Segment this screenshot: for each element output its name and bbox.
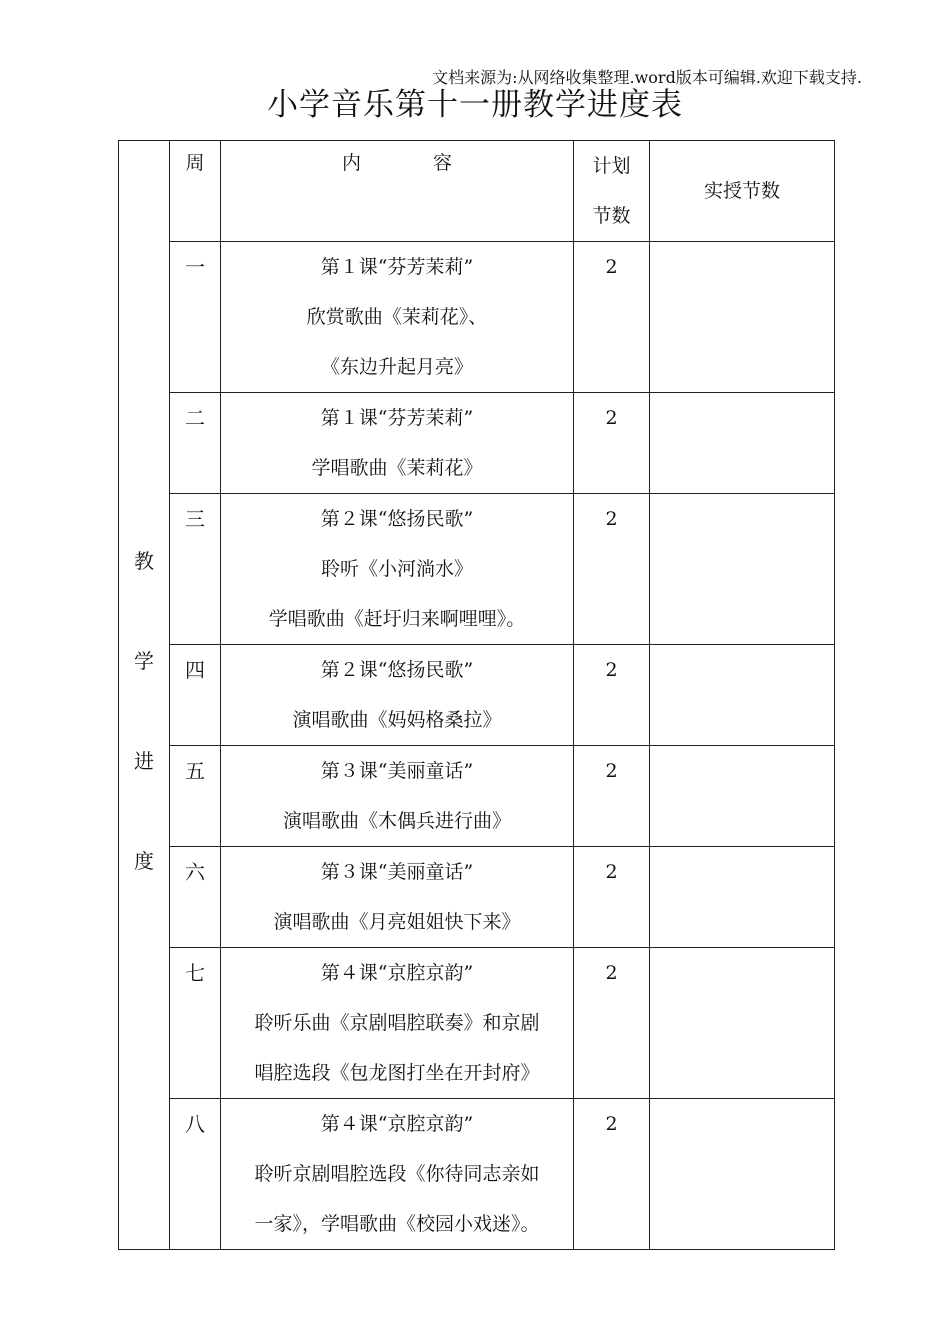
actual-cell[interactable] [650, 746, 835, 847]
content-line: 欣赏歌曲《茉莉花》、 [306, 306, 488, 328]
content-line: 聆听京剧唱腔选段《你待同志亲如 [254, 1163, 540, 1185]
planned-cell: 2 [574, 494, 650, 645]
column-header-week: 周 [170, 141, 221, 242]
content-cell [221, 645, 574, 746]
content-cell [221, 242, 574, 393]
content-cell [221, 746, 574, 847]
page-title: 小学音乐第十一册教学进度表 [267, 87, 683, 123]
week-cell: 二 [170, 393, 221, 494]
actual-cell[interactable] [650, 645, 835, 746]
content-line: 演唱歌曲《妈妈格桑拉》 [292, 709, 502, 731]
content-line: 聆听乐曲《京剧唱腔联奏》和京剧 [254, 1012, 540, 1034]
week-cell: 八 [170, 1099, 221, 1250]
week-cell: 五 [170, 746, 221, 847]
table-row [119, 242, 835, 393]
content-line: 第４课“京腔京韵” [320, 962, 474, 984]
planned-cell: 2 [574, 1099, 650, 1250]
content-line: 演唱歌曲《月亮姐姐快下来》 [273, 911, 521, 933]
content-line: 第４课“京腔京韵” [320, 1113, 474, 1135]
side-label [119, 141, 170, 1250]
content-line: 一家》，学唱歌曲《校园小戏迷》。 [254, 1213, 540, 1235]
planned-cell: 2 [574, 645, 650, 746]
actual-cell[interactable] [650, 242, 835, 393]
header-note: 文档来源为:从网络收集整理.word版本可编辑.欢迎下载支持. [432, 68, 862, 87]
content-line: 第２课“悠扬民歌” [320, 659, 474, 681]
content-line: 聆听《小河淌水》 [320, 558, 473, 580]
column-header-content [221, 141, 574, 242]
actual-cell[interactable] [650, 847, 835, 948]
content-line: 唱腔选段《包龙图打坐在开封府》 [254, 1062, 540, 1084]
actual-cell[interactable] [650, 1099, 835, 1250]
content-cell [221, 1099, 574, 1250]
table-row [119, 948, 835, 1099]
side-char: 进 [134, 749, 154, 773]
content-line: 《东边升起月亮》 [320, 356, 473, 378]
week-cell: 七 [170, 948, 221, 1099]
content-line: 学唱歌曲《赶圩归来啊哩哩》。 [268, 608, 526, 630]
planned-cell: 2 [574, 948, 650, 1099]
actual-cell[interactable] [650, 393, 835, 494]
column-header-content-char: 内 [341, 152, 361, 174]
column-header-planned [574, 141, 650, 242]
column-header-planned-line: 节数 [592, 205, 631, 227]
column-header-actual: 实授节数 [650, 141, 835, 242]
table-row [119, 494, 835, 645]
table-row [119, 645, 835, 746]
side-char: 教 [134, 549, 154, 573]
planned-cell: 2 [574, 746, 650, 847]
content-cell [221, 393, 574, 494]
actual-cell[interactable] [650, 494, 835, 645]
week-cell: 六 [170, 847, 221, 948]
side-char: 度 [134, 849, 154, 873]
week-cell: 一 [170, 242, 221, 393]
week-cell: 三 [170, 494, 221, 645]
content-line: 第３课“美丽童话” [320, 760, 474, 782]
schedule-table [118, 140, 835, 1250]
content-line: 第３课“美丽童话” [320, 861, 474, 883]
content-line: 第１课“芬芳茉莉” [320, 407, 474, 429]
planned-cell: 2 [574, 242, 650, 393]
table-row [119, 1099, 835, 1250]
header-row [119, 141, 835, 242]
content-cell [221, 494, 574, 645]
content-cell [221, 847, 574, 948]
table-row [119, 746, 835, 847]
planned-cell: 2 [574, 847, 650, 948]
table-row [119, 393, 835, 494]
side-char: 学 [134, 649, 154, 673]
actual-cell[interactable] [650, 948, 835, 1099]
content-line: 第１课“芬芳茉莉” [320, 256, 474, 278]
table-row [119, 847, 835, 948]
week-cell: 四 [170, 645, 221, 746]
content-cell [221, 948, 574, 1099]
column-header-content-char: 容 [433, 152, 453, 174]
content-line: 第２课“悠扬民歌” [320, 508, 474, 530]
planned-cell: 2 [574, 393, 650, 494]
column-header-planned-line: 计划 [592, 155, 631, 177]
content-line: 演唱歌曲《木偶兵进行曲》 [282, 810, 511, 832]
content-line: 学唱歌曲《茉莉花》 [311, 457, 483, 479]
